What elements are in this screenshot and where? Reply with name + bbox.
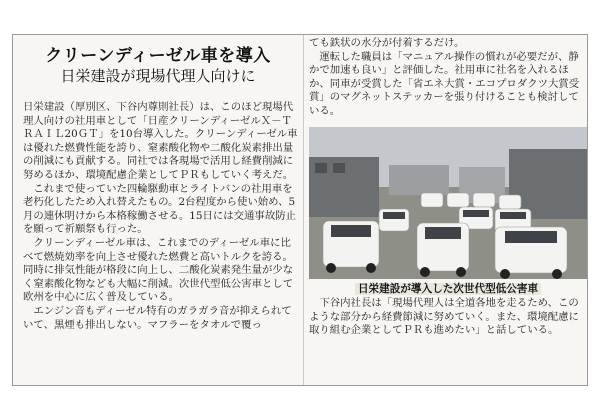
- photo-caption: [309, 281, 587, 296]
- newspaper-clipping: [12, 34, 588, 386]
- article-body-right-bottom: [309, 297, 583, 338]
- body-paragraph: 運転した職員は「マニュアル操作の慣れが必要だが、静かで加速も良い」と評価した。社用車に社名を入れるほか、同車が受賞した「省エネ大賞・エコプロダクツ大賞受賞」のマグネットステッカーを張り付けることも検討している。: [309, 50, 580, 117]
- body-paragraph: クリーンディーゼル車は、これまでのディーゼル車に比べて燃焼効率を向上させ優れた燃費と高いトルクを誇る。同時に排気性能が格段に向上し、二酸化炭素発生量が少なく窒素酸化物なども大幅に削減。次世代型低公害車として欧州を中心に広く普及している。: [23, 236, 294, 304]
- body-paragraph: 下谷内社長は「現場代理人は全道各地を走るため、このような部分から経費節減に努めていく。また、環境配慮に取り組む企業としてＰＲも進めたい」と話している。: [309, 297, 579, 337]
- article-body-left: [23, 101, 298, 332]
- body-paragraph: エンジン音もディーゼル特有のガラガラ音が抑えられていて、黒煙も排出しない。マフラーをタオルで覆っ: [23, 304, 292, 331]
- caption-text: 日栄建設が導入した次世代型低公害車: [355, 283, 541, 295]
- body-paragraph: ても鉄状の水分が付着するだけ。: [309, 37, 465, 49]
- body-paragraph: これまで使っていた四輪駆動車とライトバンの社用車を老朽化したため入れ替えたもの。2台程度から使い始め、5月の連休明けから本格稼働させる。15日には交通事故防止を願って祈願祭も行った。: [23, 182, 296, 236]
- article-title: クリーンディーゼル車を導入: [45, 46, 271, 66]
- article-photo: [309, 127, 587, 279]
- photo-illustration: [309, 127, 587, 279]
- column-divider: [303, 35, 304, 386]
- article-body-right-top: [309, 37, 583, 119]
- body-paragraph: 日栄建設（厚別区、下谷内尊則社長）は、このほど現場代理人向けの社用車として「日産クリーンディーゼルＸ－ＴＲＡＩＬ20ＧＴ」を10台導入した。クリーンディーゼル車は優れた燃費性能を誇り、窒素酸化物や二酸化炭素排出量の削減にも貢献する。同社では各現場で活用し経費削減に努めるほか、環境配慮企業としてＰＲもしていく考えだ。: [23, 101, 298, 181]
- article-subtitle: 日栄建設が現場代理人向けに: [60, 67, 256, 85]
